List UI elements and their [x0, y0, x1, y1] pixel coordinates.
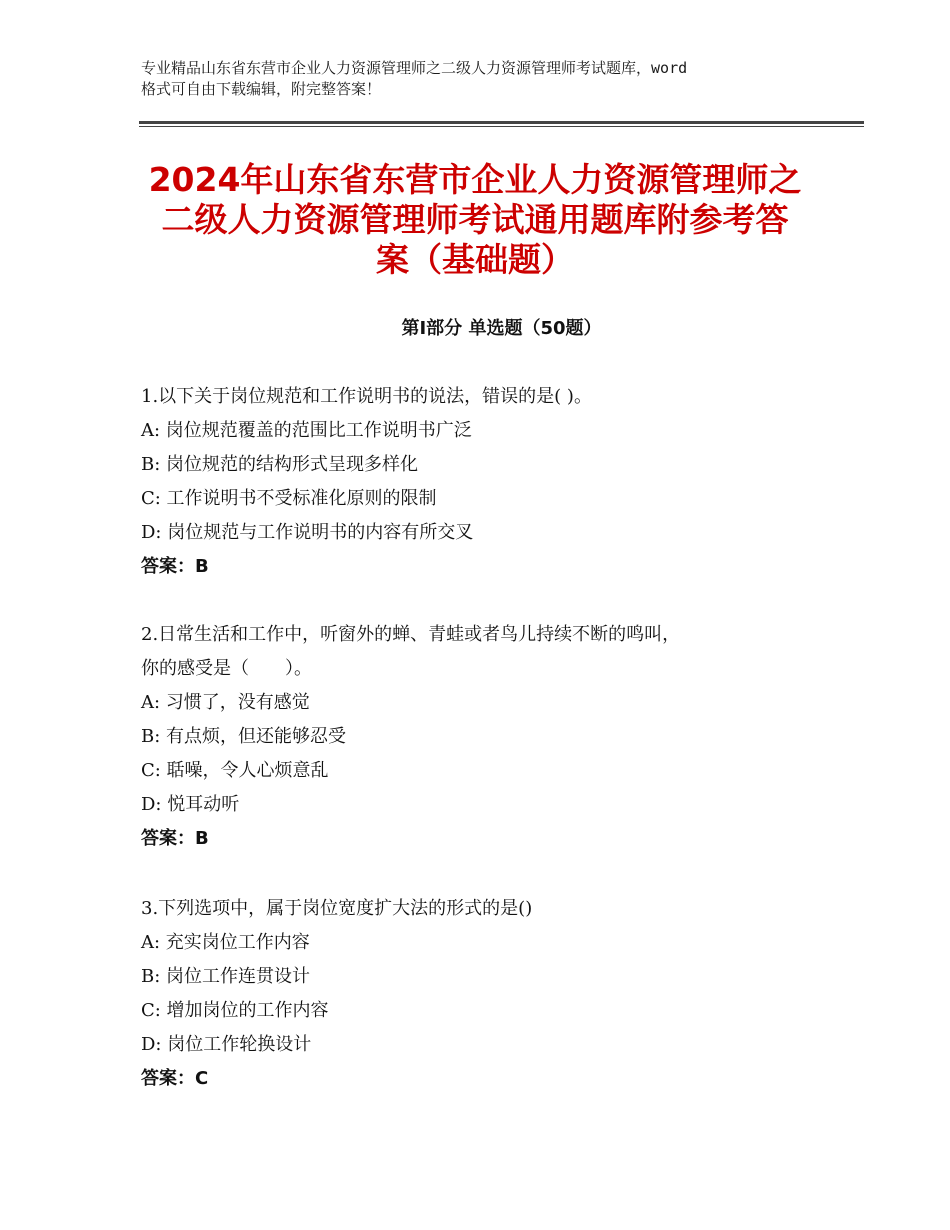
option-b: B: 有点烦，但还能够忍受 [141, 726, 347, 747]
question-stem: 1.以下关于岗位规范和工作说明书的说法，错误的是( )。 [141, 386, 592, 407]
answer: 答案：B [141, 828, 209, 849]
document-title [120, 160, 830, 280]
option-a: A: 习惯了，没有感觉 [141, 692, 310, 713]
option-d: D: 岗位规范与工作说明书的内容有所交叉 [141, 522, 474, 543]
title-line: 案（基础题） [376, 240, 574, 279]
header-rule-thick [139, 121, 864, 124]
option-c: C: 工作说明书不受标准化原则的限制 [141, 488, 437, 509]
question-stem: 3.下列选项中，属于岗位宽度扩大法的形式的是() [141, 898, 533, 919]
option-d: D: 悦耳动听 [141, 794, 240, 815]
answer: 答案：B [141, 556, 209, 577]
answer: 答案：C [141, 1068, 209, 1089]
question-3 [141, 892, 831, 1096]
question-1 [141, 380, 831, 584]
header-rule-thin [139, 126, 864, 127]
option-c: C: 增加岗位的工作内容 [141, 1000, 329, 1021]
question-stem: 2.日常生活和工作中，听窗外的蝉、青蛙或者鸟儿持续不断的鸣叫， [141, 624, 681, 645]
option-c: C: 聒噪，令人心烦意乱 [141, 760, 329, 781]
header-note [141, 58, 821, 100]
option-a: A: 充实岗位工作内容 [141, 932, 310, 953]
option-b: B: 岗位工作连贯设计 [141, 966, 311, 987]
header-note-line: 专业精品山东省东营市企业人力资源管理师之二级人力资源管理师考试题库，word [141, 59, 688, 77]
option-b: B: 岗位规范的结构形式呈现多样化 [141, 454, 419, 475]
header-note-line: 格式可自由下载编辑，附完整答案！ [141, 80, 382, 98]
title-line: 2024年山东省东营市企业人力资源管理师之 [148, 160, 802, 199]
option-a: A: 岗位规范覆盖的范围比工作说明书广泛 [141, 420, 472, 441]
title-line: 二级人力资源管理师考试通用题库附参考答 [161, 200, 789, 239]
question-2 [141, 618, 831, 856]
question-stem-continued: 你的感受是（ ）。 [141, 658, 312, 679]
option-d: D: 岗位工作轮换设计 [141, 1034, 312, 1055]
section-heading: 第Ⅰ部分 单选题（50题） [401, 318, 602, 339]
